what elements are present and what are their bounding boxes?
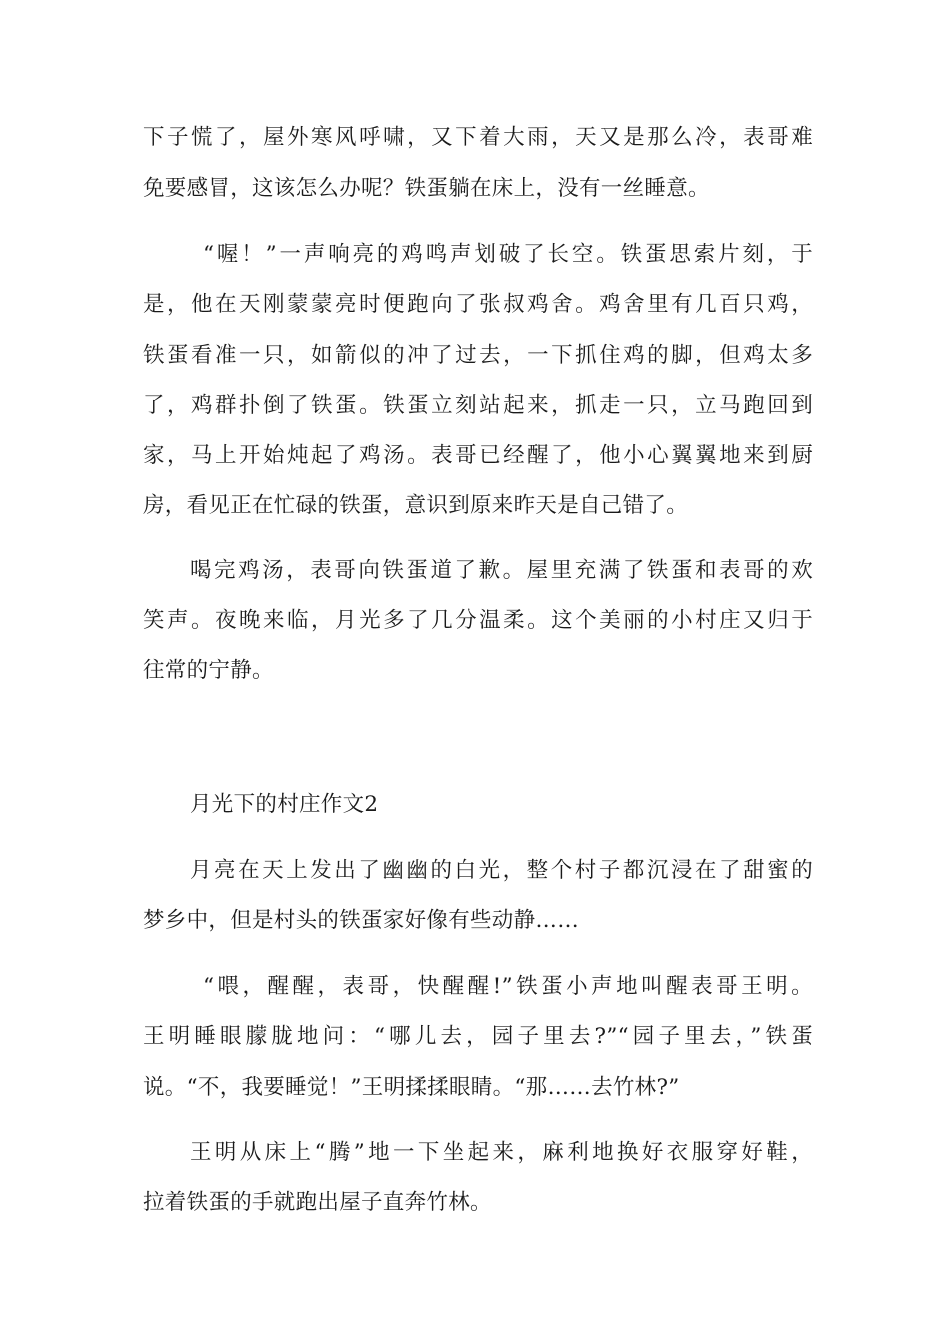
text-line: 往常的宁静。 (143, 658, 274, 683)
section-heading: 月光下的村庄作文2 (190, 792, 379, 817)
text-line: 房，看见正在忙碌的铁蛋，意识到原来昨天是自己错了。 (143, 493, 689, 518)
text-line: 是，他在天刚蒙蒙亮时便跑向了张叔鸡舍。鸡舍里有几百只鸡， (143, 292, 813, 317)
text-line: 梦乡中，但是村头的铁蛋家好像有些动静…… (143, 908, 580, 933)
text-line: 铁蛋看准一只，如箭似的冲了过去，一下抓住鸡的脚，但鸡太多 (143, 343, 813, 368)
text-line: 笑声。夜晚来临，月光多了几分温柔。这个美丽的小村庄又归于 (143, 608, 813, 633)
text-line: 王明从床上“腾”地一下坐起来，麻利地换好衣服穿好鞋， (190, 1140, 813, 1165)
text-line: 下子慌了，屋外寒风呼啸，又下着大雨，天又是那么冷，表哥难 (143, 125, 813, 150)
text-line: 喝完鸡汤，表哥向铁蛋道了歉。屋里充满了铁蛋和表哥的欢 (190, 558, 813, 583)
text-line: 家，马上开始炖起了鸡汤。表哥已经醒了，他小心翼翼地来到厨 (143, 443, 813, 468)
text-line: 了，鸡群扑倒了铁蛋。铁蛋立刻站起来，抓走一只，立马跑回到 (143, 393, 813, 418)
text-line: 拉着铁蛋的手就跑出屋子直奔竹林。 (143, 1190, 492, 1215)
text-line: 月亮在天上发出了幽幽的白光，整个村子都沉浸在了甜蜜的 (190, 858, 813, 883)
text-line: “喂，醒醒，表哥，快醒醒!”铁蛋小声地叫醒表哥王明。 (203, 974, 813, 999)
text-line: 说。“不，我要睡觉！”王明揉揉眼睛。“那……去竹林?” (143, 1075, 680, 1100)
text-line: “喔！”一声响亮的鸡鸣声划破了长空。铁蛋思索片刻，于 (203, 242, 813, 267)
text-line: 免要感冒，这该怎么办呢？铁蛋躺在床上，没有一丝睡意。 (143, 176, 710, 201)
text-line: 王明睡眼朦胧地问：“哪儿去，园子里去?”“园子里去，”铁蛋 (143, 1024, 813, 1049)
